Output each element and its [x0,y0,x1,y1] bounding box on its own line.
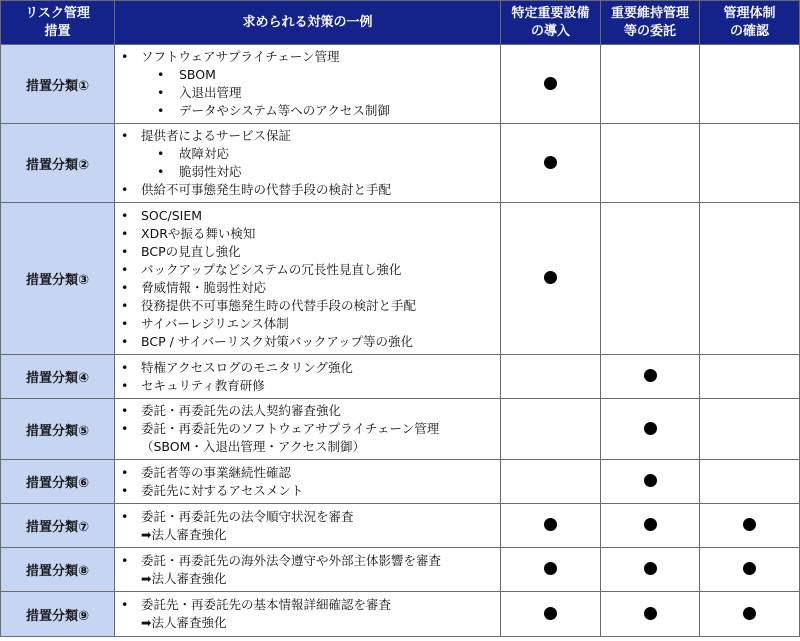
mark-equipment-introduction [501,203,601,355]
measure-item: • 委託者等の事業継続性確認 [115,464,500,482]
measure-item: • 委託先・再委託先の基本情報詳細確認を審査 [115,596,500,614]
category-label: 措置分類③ [1,203,115,355]
table-row [1,124,800,203]
mark-equipment-introduction [501,504,601,548]
mark-maintenance-outsourcing [601,504,700,548]
measure-continuation: ➡法人審査強化 [141,570,227,586]
filled-circle-icon [743,607,756,620]
table-row [1,548,800,592]
mark-equipment-introduction [501,45,601,124]
header-measure-examples: 求められる対策の一例 [115,1,501,45]
filled-circle-icon [544,518,557,531]
measure-item: • BCP / サイバーリスク対策バックアップ等の強化 [115,333,500,351]
table-row [1,399,800,460]
table-body [1,45,800,637]
mark-management-check [700,124,800,203]
measure-subitem: • データやシステム等へのアクセス制御 [115,102,500,120]
measure-subitem: • 脆弱性対応 [115,163,500,181]
measure-item: • 供給不可事態発生時の代替手段の検討と手配 [115,181,500,199]
measures-cell [115,460,501,504]
category-label: 措置分類④ [1,355,115,399]
category-label: 措置分類① [1,45,115,124]
measures-cell [115,124,501,203]
header-equipment-introduction: 特定重要設備 の導入 [501,1,601,45]
table-row [1,203,800,355]
mark-maintenance-outsourcing [601,124,700,203]
category-label: 措置分類⑦ [1,504,115,548]
mark-maintenance-outsourcing [601,355,700,399]
measure-subitem: • SBOM [115,66,500,84]
filled-circle-icon [544,607,557,620]
filled-circle-icon [644,607,657,620]
mark-management-check [700,504,800,548]
measures-cell [115,399,501,460]
mark-equipment-introduction [501,460,601,504]
measure-item: • 役務提供不可事態発生時の代替手段の検討と手配 [115,297,500,315]
mark-equipment-introduction [501,399,601,460]
mark-management-check [700,45,800,124]
measure-item: • 委託・再委託先のソフトウェアサプライチェーン管理 [115,420,500,438]
measures-cell [115,355,501,399]
filled-circle-icon [644,562,657,575]
measure-item: • XDRや振る舞い検知 [115,225,500,243]
mark-maintenance-outsourcing [601,592,700,637]
measure-item: • セキュリティ教育研修 [115,377,500,395]
measure-item: • 脅威情報・脆弱性対応 [115,279,500,297]
filled-circle-icon [743,562,756,575]
category-label: 措置分類⑧ [1,548,115,592]
filled-circle-icon [644,518,657,531]
measure-subitem: • 入退出管理 [115,84,500,102]
measures-cell [115,592,501,637]
mark-management-check [700,460,800,504]
measure-item: • 特権アクセスログのモニタリング強化 [115,359,500,377]
mark-equipment-introduction [501,124,601,203]
measures-cell [115,203,501,355]
mark-management-check [700,399,800,460]
category-label: 措置分類⑥ [1,460,115,504]
measure-item: • バックアップなどシステムの冗長性見直し強化 [115,261,500,279]
measure-item: • 委託・再委託先の法令順守状況を審査 [115,508,500,526]
measure-continuation: ➡法人審査強化 [141,615,227,630]
mark-maintenance-outsourcing [601,45,700,124]
category-label: 措置分類⑨ [1,592,115,637]
measure-item: • 委託・再委託先の海外法令遵守や外部主体影響を審査 [115,552,500,570]
filled-circle-icon [644,369,657,382]
filled-circle-icon [644,474,657,487]
measures-cell [115,45,501,124]
mark-maintenance-outsourcing [601,203,700,355]
mark-maintenance-outsourcing [601,460,700,504]
table-row [1,504,800,548]
mark-management-check [700,203,800,355]
header-management-check: 管理体制 の確認 [700,1,800,45]
table-row [1,592,800,637]
mark-maintenance-outsourcing [601,399,700,460]
table-row [1,460,800,504]
measure-item: • ソフトウェアサプライチェーン管理 [115,48,500,66]
measures-cell [115,548,501,592]
mark-maintenance-outsourcing [601,548,700,592]
table-row [1,45,800,124]
header-maintenance-outsourcing: 重要維持管理 等の委託 [601,1,700,45]
category-label: 措置分類② [1,124,115,203]
measure-continuation: （SBOM・入退出管理・アクセス制御） [141,439,366,454]
filled-circle-icon [544,77,557,90]
mark-management-check [700,355,800,399]
measure-item: • SOC/SIEM [115,207,500,225]
filled-circle-icon [743,518,756,531]
header-risk-measure: リスク管理 措置 [1,1,115,45]
mark-management-check [700,592,800,637]
mark-equipment-introduction [501,548,601,592]
mark-management-check [700,548,800,592]
filled-circle-icon [544,156,557,169]
measure-item: • サイバーレジリエンス体制 [115,315,500,333]
measure-continuation: ➡法人審査強化 [141,526,227,542]
mark-equipment-introduction [501,592,601,637]
filled-circle-icon [644,422,657,435]
measure-item: • 委託・再委託先の法人契約審査強化 [115,402,500,420]
measure-subitem: • 故障対応 [115,145,500,163]
filled-circle-icon [544,271,557,284]
category-label: 措置分類⑤ [1,399,115,460]
header-row [1,1,800,45]
mark-equipment-introduction [501,355,601,399]
filled-circle-icon [544,562,557,575]
measure-item: • 提供者によるサービス保証 [115,127,500,145]
measures-cell [115,504,501,548]
measure-item: • BCPの見直し強化 [115,243,500,261]
table-row [1,355,800,399]
measure-item: • 委託先に対するアセスメント [115,482,500,500]
